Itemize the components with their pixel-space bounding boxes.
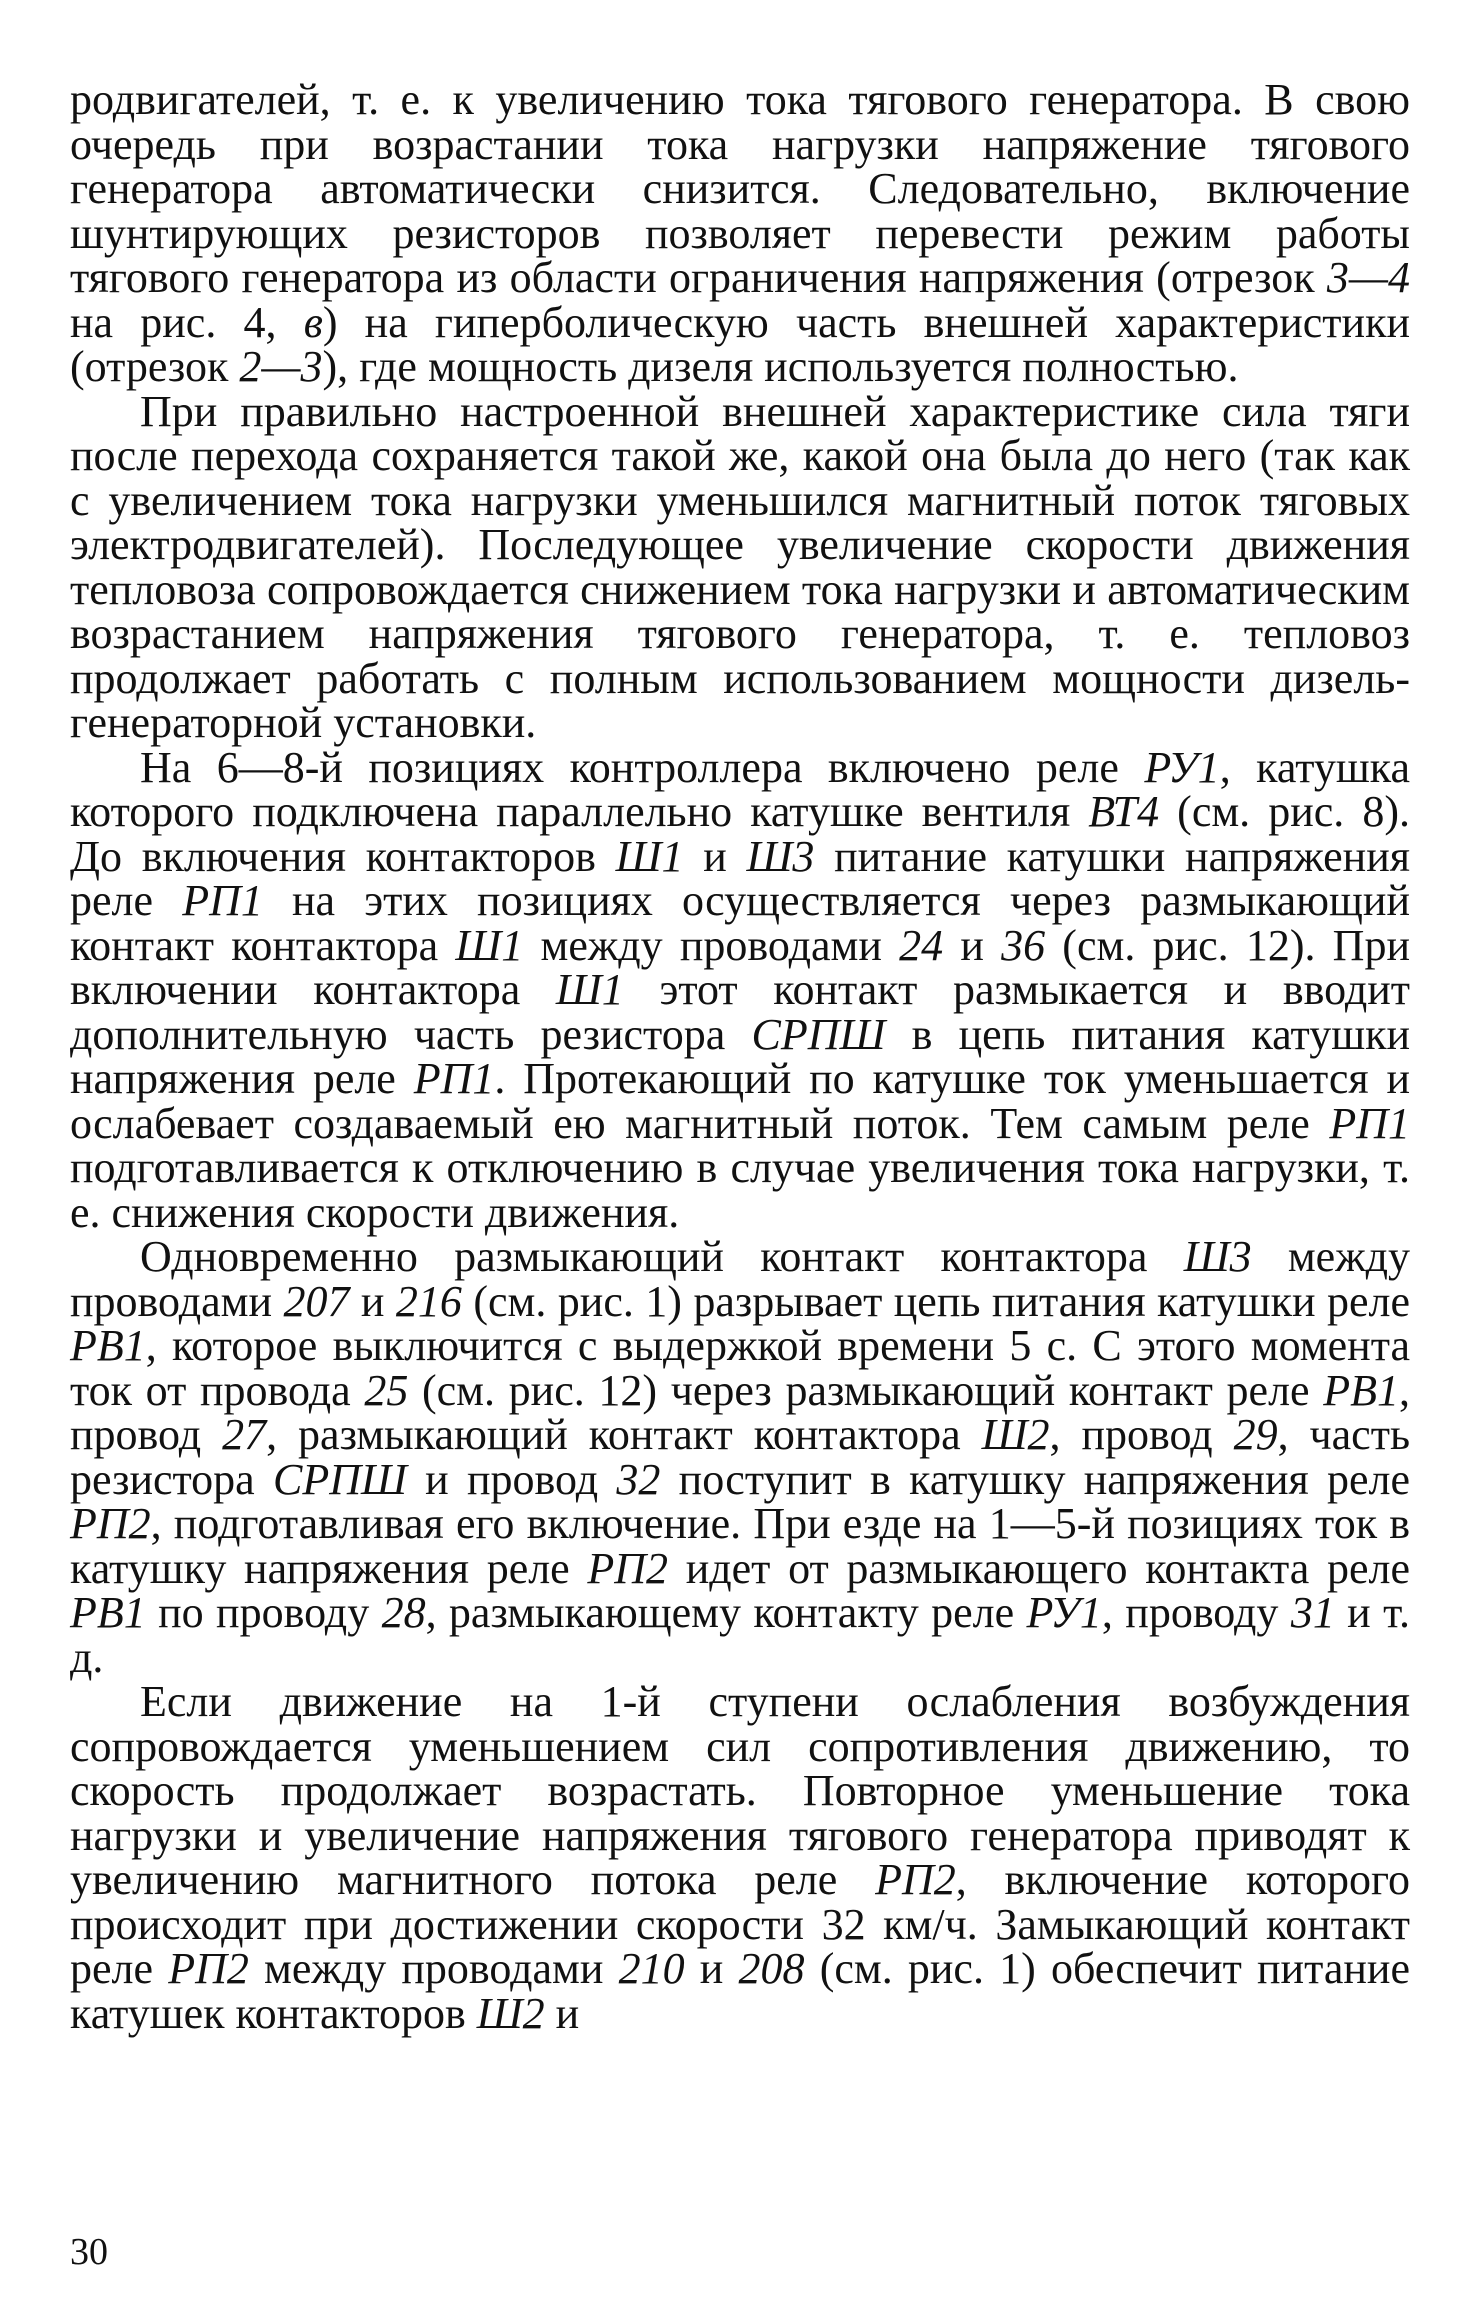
text-run: , размыкающему контакту реле <box>425 1588 1027 1637</box>
paragraph-2 <box>70 386 1410 747</box>
italic-term: Ш1 <box>455 920 524 970</box>
italic-term: РП1 <box>182 876 263 925</box>
text-run: и провод <box>406 1454 617 1504</box>
text-run: идет от размыкающего контакта реле <box>668 1543 1410 1593</box>
page-number: 30 <box>70 2231 108 2273</box>
italic-term: Ш2 <box>476 1988 545 2038</box>
text-run: , катушка которого подключена параллельно катушке вентиля <box>70 742 1410 836</box>
italic-term: РУ1 <box>1144 742 1220 792</box>
italic-term: 210 <box>618 1944 685 1993</box>
italic-term: Ш3 <box>1183 1232 1252 1281</box>
italic-term: 36 <box>1001 920 1046 970</box>
text-run: , которое выключится с выдержкой времени 5 с. С этого момента ток от провода <box>70 1321 1410 1415</box>
italic-term: Ш1 <box>555 965 624 1014</box>
italic-term: ВТ4 <box>1088 787 1160 836</box>
text-run: подготавливается к отключению в случае увеличения тока нагрузки, т. е. снижения скорости движения. <box>70 1143 1410 1237</box>
italic-term: 31 <box>1290 1588 1335 1637</box>
text-run: этот контакт размыкается и вводит дополнительную часть резистора <box>70 965 1411 1059</box>
text-run: на рис. 4, <box>70 297 304 347</box>
italic-term: СРПШ <box>751 1009 886 1059</box>
text-run: , размыкающий контакт контактора <box>266 1410 982 1459</box>
italic-term: РП1 <box>1329 1098 1410 1148</box>
text-run: , провод <box>70 1365 1410 1459</box>
italic-term: 208 <box>738 1944 805 1993</box>
italic-term: РВ1 <box>1323 1365 1399 1415</box>
italic-term: Ш1 <box>615 831 684 881</box>
text-run: по проводу <box>145 1588 382 1637</box>
text-run: (см. рис. 1) обеспечит питание катушек контакторов <box>70 1944 1411 2038</box>
text-run: (см. рис. 12) через размыкающий контакт реле <box>408 1365 1324 1415</box>
italic-term: РВ1 <box>70 1588 146 1637</box>
text-run: При правильно настроенной внешней характеристике сила тяги после перехода сохраняется такой же, какой она была до него (так как с увеличением тока нагрузки уменьшился магнитный поток тяговых электродвигателей). Последующее увеличение скорости движения тепловоза сопровождается снижением тока нагрузки и автоматическим возрастанием напряжения тягового генератора, т. е. тепловоз продолжает работать с полным использованием мощности дизель-генераторной установки. <box>70 386 1410 747</box>
text-run: на этих позициях осуществляется через размыкающий контакт контактора <box>70 876 1410 970</box>
text-run: (см. рис. 1) разрывает цепь питания катушки реле <box>461 1276 1411 1326</box>
text-run: между проводами <box>70 1232 1410 1326</box>
italic-term: 24 <box>899 920 944 970</box>
italic-term: РП2 <box>70 1499 151 1548</box>
text-run: и <box>349 1276 396 1326</box>
text-run: На 6—8-й позициях контроллера включено реле <box>140 742 1145 792</box>
text-run: и <box>683 831 747 881</box>
italic-term: Ш3 <box>746 831 815 881</box>
text-run: Одновременно размыкающий контакт контактора <box>140 1232 1184 1281</box>
text-run: питание катушки напряжения реле <box>70 831 1410 925</box>
italic-term: Ш2 <box>981 1410 1050 1459</box>
text-run: между проводами <box>248 1944 619 1993</box>
text-run: между проводами <box>523 920 900 970</box>
italic-term: в <box>303 297 323 347</box>
italic-term: 216 <box>395 1276 462 1326</box>
italic-term: РП2 <box>875 1855 956 1904</box>
text-run: , часть резистора <box>70 1410 1411 1504</box>
text-run: и <box>943 920 1002 970</box>
text-run: (см. рис. 8). До включения контакторов <box>70 787 1410 881</box>
italic-term: 25 <box>364 1365 409 1415</box>
italic-term: 32 <box>616 1454 661 1504</box>
italic-term: РП1 <box>413 1054 495 1103</box>
text-run: и <box>684 1944 739 1993</box>
italic-term: РП2 <box>587 1543 669 1593</box>
italic-term: РВ1 <box>70 1321 146 1370</box>
page-body <box>70 75 1411 2038</box>
paragraph-4 <box>70 1232 1411 1682</box>
italic-term: 29 <box>1233 1410 1278 1459</box>
text-run: и <box>544 1988 580 2038</box>
italic-term: 28 <box>381 1588 426 1637</box>
italic-term: 2—3 <box>239 342 323 391</box>
italic-term: 3—4 <box>1326 253 1410 302</box>
text-run: , подготавливая его включение. При езде на 1—5-й позициях ток в катушку напряжения реле <box>70 1499 1410 1593</box>
italic-term: СРПШ <box>272 1454 407 1504</box>
paragraph-3 <box>70 742 1411 1237</box>
paragraph-1 <box>70 75 1410 391</box>
italic-term: РУ1 <box>1026 1588 1102 1637</box>
text-run: и т. д. <box>70 1588 1411 1682</box>
text-run: . Протекающий по катушке ток уменьшается и ослабевает создаваемый ею магнитный поток. Тем самым реле <box>70 1054 1410 1148</box>
text-run: родвигателей, т. е. к увеличению тока тягового генератора. В свою очередь при возрастании тока нагрузки напряжение тягового генератора автоматически снизится. Следовательно, включение шунтирующих резисторов позволяет перевести режим работы тягового генератора из области ограничения напряжения (отрезок <box>70 75 1410 302</box>
text-run: ) на гиперболическую часть внешней характеристики (отрезок <box>70 297 1410 391</box>
text-run: поступит в катушку напряжения реле <box>660 1454 1411 1504</box>
text-run: , провод <box>1049 1410 1234 1459</box>
text-run: Если движение на 1-й ступени ослабления возбуждения сопровождается уменьшением сил сопротивления движению, то скорость продолжает возрастать. Повторное уменьшение тока нагрузки и увеличение напряжения тягового генератора приводят к увеличению магнитного потока реле <box>70 1677 1410 1904</box>
italic-term: 207 <box>283 1276 350 1326</box>
paragraph-5 <box>70 1677 1411 2038</box>
text-run: , проводу <box>1101 1588 1291 1637</box>
text-run: (см. рис. 12). При включении контактора <box>70 920 1410 1014</box>
text-run: в цепь питания катушки напряжения реле <box>70 1009 1410 1103</box>
italic-term: РП2 <box>168 1944 249 1993</box>
italic-term: 27 <box>222 1410 267 1459</box>
text-run: ), где мощность дизеля используется полностью. <box>322 342 1239 391</box>
text-run: , включение которого происходит при достижении скорости 32 км/ч. Замыкающий контакт реле <box>70 1855 1411 1993</box>
